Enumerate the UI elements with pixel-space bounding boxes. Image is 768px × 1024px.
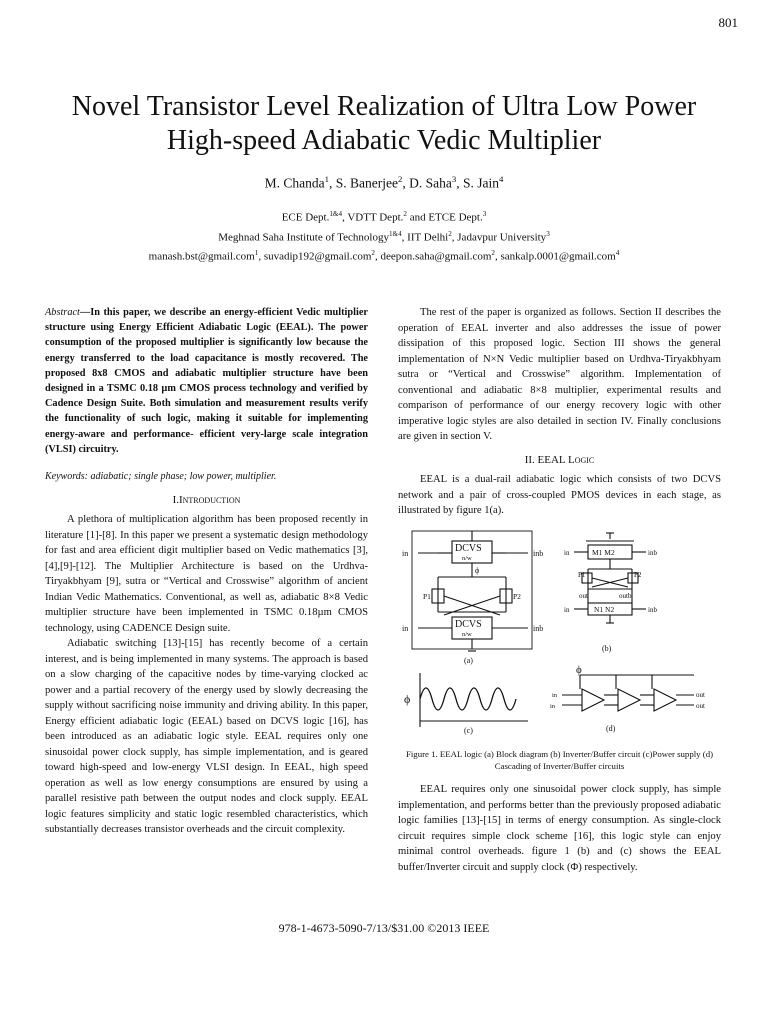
in-label: in <box>564 605 570 614</box>
inst-sup: 3 <box>546 229 550 238</box>
author-name: D. Saha <box>409 175 452 191</box>
inb-label: inb <box>648 605 657 614</box>
page-number: 801 <box>718 15 738 30</box>
department-line <box>0 206 768 226</box>
outb-label: outb <box>619 591 632 600</box>
author-sup: 2 <box>397 174 403 184</box>
intro-paragraph-2: Adiabatic switching [13]-[15] has recently become of a certain interest, and is being implemented in many systems. The approach is based on a slow charging of the capacitive nodes by time-varying clocked ac power and a partial recovery of the energy used by slowly decreasing the supply without sacrificing noise immunity and driving ability. In this paper, Energy efficient adiabatic logic (EEAL) based on DCVS logic [16], has been introduced as an adiabatic logic style. EEAL requires only one sinusoidal power clock supply, has simple implementation, and is geared toward high-speed and low-energy VLSI design. In EEAL, high speed operation as well as low energy consumptions are ensured by using a parallel resistive path between the output nodes and clock supply. EEAL logic features simplicity and static logic resembled characteristics, which substantially decreases transistor overheads and the circuit complexity. <box>45 638 368 836</box>
inst-text: Meghnad Saha Institute of Technology <box>218 231 389 244</box>
institution-line <box>0 226 768 246</box>
in-label: in <box>402 548 409 558</box>
email[interactable]: suvadip192@gmail.com <box>263 250 372 263</box>
phi-label: ϕ <box>404 691 411 706</box>
p2-label: P2 <box>513 591 521 601</box>
power-supply-waveform-c <box>420 673 528 727</box>
keywords: Keywords: adiabatic; single phase; low power, multiplier. <box>45 471 277 483</box>
sinusoid-waveform <box>420 688 516 710</box>
email-sup: 4 <box>615 249 620 258</box>
inst-text: , IIT Delhi <box>401 231 449 244</box>
fig-label-a: (a) <box>464 655 473 665</box>
right-column <box>398 305 721 875</box>
dcvs-label: DCVS <box>455 542 482 554</box>
email[interactable]: manash.bst@gmail.com <box>148 250 255 263</box>
eeal-paragraph-1: EEAL is a dual-rail adiabatic logic which consists of two DCVS network and a pair of cross-coupled PMOS devices in each stage, as illustrated by figure 1(a). <box>398 474 721 516</box>
email-sup: 1 <box>254 249 259 258</box>
author-name: M. Chanda <box>264 175 325 191</box>
cascade-circuit-d <box>562 675 694 711</box>
author-sup: 1 <box>324 174 329 184</box>
organization-paragraph: The rest of the paper is organized as follows. Section II describes the operation of EEAL inverter and also addresses the issue of power dissipation of this proposed logic. Section III shows the general implementation of N×N Vedic multiplier based on Urdhva-Tiryakbhyam sutra or “Vertical and Crosswise” algorithm. Implementation of conventional and adiabatic 8×8 multiplier, experimental results and comparison of performance of our energy recovery logic with other imperative logic styles are also detailed in section IV. Finally conclusions are given in section V. <box>398 307 721 442</box>
in-label: in <box>402 623 409 633</box>
abstract-text: —In this paper, we describe an energy-efficient Vedic multiplier structure using Energy Efficient Adiabatic Logic (EEAL). The power consumption of the proposed multiplier is significantly low because the energy transferred to the load capacitance is mostly recovered. The proposed 8x8 CMOS and adiabatic multiplier structure have been designed in a TSMC 0.18 µm CMOS process technology and verified by Cadence Design Suite. Both simulation and measurement results verify the functionality of such logic, making it suitable for implementing energy-aware and performance- efficient very-large scale integration (VLSI) circuitry. <box>45 307 368 455</box>
dcvs-label: DCVS <box>455 618 482 630</box>
fig-label-d: (d) <box>606 723 616 733</box>
nw-label: n/w <box>462 630 472 638</box>
inst-sup: 1&4 <box>388 229 402 238</box>
p2-label: P2 <box>634 570 642 579</box>
dept-text: ECE Dept. <box>281 211 330 224</box>
email-sup: 2 <box>491 249 495 258</box>
abstract <box>45 305 368 457</box>
phi-label: ϕ <box>576 663 582 676</box>
dept-sup: 2 <box>403 210 407 218</box>
author-name: S. Jain <box>463 175 500 191</box>
inb-label: inb <box>533 548 544 558</box>
dept-text: , VDTT Dept. <box>342 211 404 224</box>
intro-paragraph-1: A plethora of multiplication algorithm has been proposed recently in literature [1]-[8]. In this paper we present a systematic design methodology for fast and area efficient digit multiplier based on Vedic mathematics [3],[4],[9]-[12]. The Multiplier Architecture is based on the Urdhva-Tiryakbhyam [9], sutra or “Vertical and Crosswise” algorithm of ancient Indian Vedic Mathematics. Conventional, as well as, adiabatic 8×8 Vedic multiplier structure have been implemented in TSMC 0.18µm CMOS technology, using CADENCE Design suite. <box>45 514 368 634</box>
in-label: in <box>564 548 570 557</box>
author-name: S. Banerjee <box>335 175 398 191</box>
inst-sup: 2 <box>448 229 452 238</box>
buffer-stage-1 <box>582 689 604 711</box>
email[interactable]: sankalp.0001@gmail.com <box>500 250 616 263</box>
affiliation-block <box>0 206 768 265</box>
eeal-paragraph-2: EEAL requires only one sinusoidal power clock supply, has simple implementation, and performs better than the previously proposed adiabatic logic families [13]-[15] in terms of energy consumption. As single-clock circuit requires simple clock scheme [16], this logic style can enjoy minimal control overheads. figure 1 (b) and (c) shows the EEAL buffer/Inverter circuit and supply clock (Φ) respectively. <box>398 784 721 873</box>
dept-sup: 3 <box>482 210 487 218</box>
author-list: M. Chanda$^1$, S. Banerjee$^2$, D. Saha$^3$, S. Jain$^4$ <box>264 174 504 191</box>
section-heading-eeal: II. EEAL Logic <box>524 453 595 466</box>
inst-text: , Jadavpur University <box>451 231 547 244</box>
in-label: in <box>550 702 556 710</box>
n1n2-label: N1 N2 <box>594 604 615 614</box>
out-label: out <box>696 701 705 710</box>
out-label: out <box>696 690 705 699</box>
email-line: manash.bst@gmail.com$^1$, suvadip192@gmail.com$^2$, deepon.saha@gmail.com$^2$, sankalp.0001@gmail.com$^4$ <box>148 249 620 263</box>
phi-label: ϕ <box>475 565 480 575</box>
buffer-stage-3 <box>654 689 676 711</box>
inb-label: inb <box>533 623 544 633</box>
out-label: out <box>579 591 588 600</box>
figure-1-circuits <box>398 527 721 735</box>
p1-label: P1 <box>423 591 431 601</box>
dept-sup: 1&4 <box>329 210 343 218</box>
in-label: in <box>552 691 558 699</box>
abstract-label: Abstract <box>45 307 80 318</box>
author-sup: 3 <box>451 174 457 184</box>
copyright-footer: 978-1-4673-5090-7/13/$31.00 ©2013 IEEE <box>278 921 490 935</box>
buffer-stage-2 <box>618 689 640 711</box>
dept-text: and ETCE Dept. <box>406 211 483 224</box>
p1-label: P1 <box>578 570 586 579</box>
email-sup: 2 <box>371 249 375 258</box>
left-column <box>45 305 368 838</box>
figure-caption: Figure 1. EEAL logic (a) Block diagram (b) Inverter/Buffer circuit (c)Power supply (d) Cascading of Inverter/Buffer circuits <box>405 749 714 771</box>
nw-label: n/w <box>462 554 472 562</box>
inb-label: inb <box>648 548 657 557</box>
email[interactable]: deepon.saha@gmail.com <box>380 250 492 263</box>
m1m2-label: M1 M2 <box>592 547 615 557</box>
fig-label-c: (c) <box>464 725 473 735</box>
fig-label-b: (b) <box>602 643 612 653</box>
author-sup: 4 <box>499 174 504 184</box>
section-heading-introduction: I.Introduction <box>172 493 241 506</box>
paper-title: Novel Transistor Level Realization of Ultra Low Power High-speed Adiabatic Vedic Multiplier <box>71 91 697 156</box>
